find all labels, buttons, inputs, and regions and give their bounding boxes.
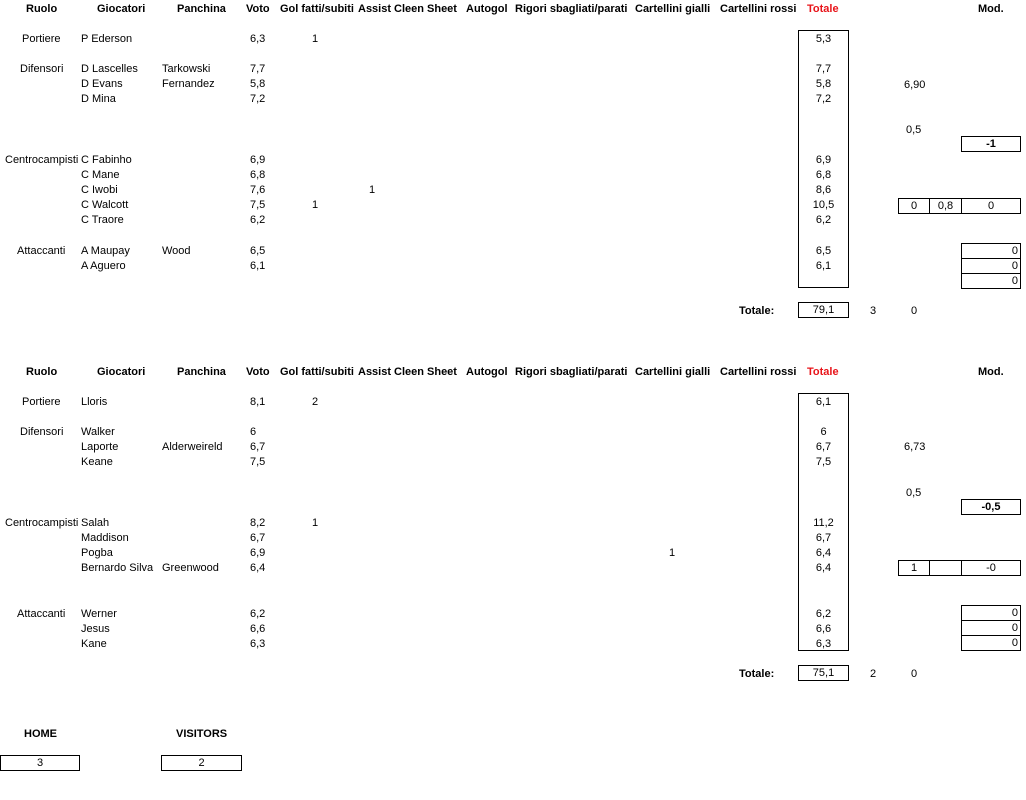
player-name: Jesus <box>81 623 110 635</box>
player-bench: Greenwood <box>162 562 219 574</box>
header-totale: Totale <box>807 366 839 378</box>
header-autogol: Autogol <box>466 366 508 378</box>
player-totale: 7,5 <box>815 456 832 468</box>
visitors-label: VISITORS <box>176 728 228 740</box>
team2-mod-cell-1: 1 <box>898 560 930 576</box>
header-voto: Voto <box>246 366 270 378</box>
player-totale: 6,9 <box>815 154 832 166</box>
home-label: HOME <box>24 728 57 740</box>
player-name: D Lascelles <box>81 63 138 75</box>
header-autogol: Autogol <box>466 3 508 15</box>
player-totale: 5,8 <box>815 78 832 90</box>
header-rigori: Rigori sbagliati/parati <box>515 366 628 378</box>
header-rossi: Cartellini rossi <box>720 3 797 15</box>
player-voto: 6,3 <box>250 33 266 45</box>
player-voto: 6,3 <box>250 638 266 650</box>
player-name: C Traore <box>81 214 124 226</box>
player-name: C Mane <box>81 169 120 181</box>
player-gialli: 1 <box>669 547 676 559</box>
player-name: A Aguero <box>81 260 126 272</box>
team1-defense-average: 6,90 <box>904 79 926 91</box>
player-totale: 6,3 <box>815 638 832 650</box>
team1-totale-label: Totale: <box>739 305 775 317</box>
header-gialli: Cartellini gialli <box>635 3 711 15</box>
player-totale: 6,1 <box>815 260 832 272</box>
player-voto: 7,6 <box>250 184 266 196</box>
player-totale: 6,4 <box>815 547 832 559</box>
player-bench: Wood <box>162 245 191 257</box>
player-name: D Evans <box>81 78 123 90</box>
role-centrocampisti: Centrocampisti <box>5 154 79 166</box>
team2-goals: 2 <box>870 668 877 680</box>
team2-mod-cell-3: -0 <box>961 560 1021 576</box>
header-voto: Voto <box>246 3 270 15</box>
player-voto: 5,8 <box>250 78 266 90</box>
team2-totale-value: 75,1 <box>798 665 849 681</box>
player-voto: 8,2 <box>250 517 266 529</box>
header-panchina: Panchina <box>177 366 226 378</box>
player-voto: 6,9 <box>250 547 266 559</box>
player-totale: 6,8 <box>815 169 832 181</box>
team1-mod-att-1: 0 <box>961 243 1021 259</box>
team2-mod-att-2: 0 <box>961 620 1021 636</box>
player-voto: 6,7 <box>250 532 266 544</box>
player-name: Pogba <box>81 547 113 559</box>
player-gol: 1 <box>312 517 319 529</box>
player-gol: 2 <box>312 396 319 408</box>
player-gol: 1 <box>312 199 319 211</box>
player-voto: 7,7 <box>250 63 266 75</box>
player-voto: 7,2 <box>250 93 266 105</box>
player-name: Bernardo Silva <box>81 562 154 574</box>
team1-goals: 3 <box>870 305 877 317</box>
team2-mod-cell-2 <box>929 560 962 576</box>
home-score: 3 <box>0 755 80 771</box>
player-name: P Ederson <box>81 33 133 45</box>
player-name: Lloris <box>81 396 108 408</box>
player-name: Salah <box>81 517 110 529</box>
header-assist: Assist <box>358 366 392 378</box>
player-voto: 6,1 <box>250 260 266 272</box>
team2-mod-att-3: 0 <box>961 635 1021 651</box>
header-giocatori: Giocatori <box>97 366 146 378</box>
role-portiere: Portiere <box>22 396 61 408</box>
header-gol: Gol fatti/subiti <box>280 366 354 378</box>
role-difensori: Difensori <box>20 426 64 438</box>
team2-mod-main: -0,5 <box>961 499 1021 515</box>
player-totale: 11,2 <box>813 517 834 529</box>
player-voto: 6,7 <box>250 441 266 453</box>
team2-half-value: 0,5 <box>906 487 922 499</box>
player-voto: 7,5 <box>250 456 266 468</box>
player-totale: 6 <box>820 426 827 438</box>
header-gol: Gol fatti/subiti <box>280 3 354 15</box>
player-name: C Walcott <box>81 199 129 211</box>
role-attaccanti: Attaccanti <box>17 245 66 257</box>
player-totale: 6,7 <box>815 532 832 544</box>
player-totale: 8,6 <box>815 184 832 196</box>
player-voto: 6,6 <box>250 623 266 635</box>
role-difensori: Difensori <box>20 63 64 75</box>
player-bench: Alderweireld <box>162 441 223 453</box>
role-portiere: Portiere <box>22 33 61 45</box>
player-totale: 6,6 <box>815 623 832 635</box>
header-ruolo: Ruolo <box>26 3 58 15</box>
player-name: Walker <box>81 426 115 438</box>
team1-mod-cell-1: 0 <box>898 198 930 214</box>
visitors-score: 2 <box>161 755 242 771</box>
player-name: C Fabinho <box>81 154 132 166</box>
team1-mod-cell-2: 0,8 <box>929 198 962 214</box>
team1-totale-value: 79,1 <box>798 302 849 318</box>
player-gol: 1 <box>312 33 319 45</box>
header-assist: Assist <box>358 3 392 15</box>
header-panchina: Panchina <box>177 3 226 15</box>
header-cleen-sheet: Cleen Sheet <box>394 366 457 378</box>
player-name: Kane <box>81 638 107 650</box>
player-voto: 6,2 <box>250 608 266 620</box>
player-voto: 6,5 <box>250 245 266 257</box>
player-totale: 6,2 <box>815 214 832 226</box>
player-name: Laporte <box>81 441 119 453</box>
player-name: A Maupay <box>81 245 130 257</box>
team2-extra: 0 <box>911 668 918 680</box>
role-attaccanti: Attaccanti <box>17 608 66 620</box>
player-voto: 7,5 <box>250 199 266 211</box>
header-mod: Mod. <box>978 3 1004 15</box>
player-totale: 10,5 <box>812 199 835 211</box>
team2-totale-label: Totale: <box>739 668 775 680</box>
player-name: Maddison <box>81 532 129 544</box>
role-centrocampisti: Centrocampisti <box>5 517 79 529</box>
team1-extra: 0 <box>911 305 918 317</box>
header-rossi: Cartellini rossi <box>720 366 797 378</box>
player-totale: 6,2 <box>815 608 832 620</box>
player-totale: 6,7 <box>815 441 832 453</box>
header-cleen-sheet: Cleen Sheet <box>394 3 457 15</box>
player-name: Keane <box>81 456 113 468</box>
header-giocatori: Giocatori <box>97 3 146 15</box>
player-totale: 6,5 <box>815 245 832 257</box>
team1-mod-main: -1 <box>961 136 1021 152</box>
player-bench: Fernandez <box>162 78 215 90</box>
header-totale: Totale <box>807 3 839 15</box>
player-voto: 8,1 <box>250 396 266 408</box>
player-name: Werner <box>81 608 117 620</box>
player-totale: 5,3 <box>815 33 832 45</box>
team1-half-value: 0,5 <box>906 124 922 136</box>
player-totale: 6,1 <box>815 396 832 408</box>
team2-mod-att-1: 0 <box>961 605 1021 621</box>
player-name: C Iwobi <box>81 184 118 196</box>
player-totale: 6,4 <box>815 562 832 574</box>
player-bench: Tarkowski <box>162 63 211 75</box>
player-assist: 1 <box>369 184 376 196</box>
team1-mod-cell-3: 0 <box>961 198 1021 214</box>
player-voto: 6,9 <box>250 154 266 166</box>
header-gialli: Cartellini gialli <box>635 366 711 378</box>
player-voto: 6 <box>250 426 257 438</box>
header-mod: Mod. <box>978 366 1004 378</box>
team1-mod-att-3: 0 <box>961 273 1021 289</box>
player-voto: 6,2 <box>250 214 266 226</box>
player-name: D Mina <box>81 93 116 105</box>
player-voto: 6,8 <box>250 169 266 181</box>
team1-mod-att-2: 0 <box>961 258 1021 274</box>
player-totale: 7,2 <box>815 93 832 105</box>
header-ruolo: Ruolo <box>26 366 58 378</box>
header-rigori: Rigori sbagliati/parati <box>515 3 628 15</box>
team2-defense-average: 6,73 <box>904 441 926 453</box>
player-voto: 6,4 <box>250 562 266 574</box>
player-totale: 7,7 <box>815 63 832 75</box>
